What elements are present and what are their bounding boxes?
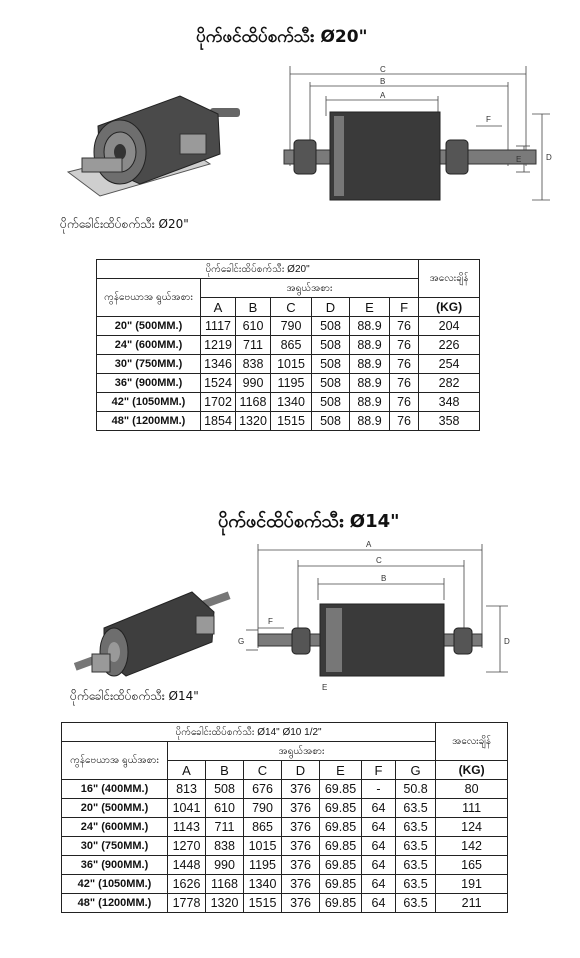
row-value-cell: 508 <box>206 780 244 799</box>
row-value-cell: 376 <box>282 799 320 818</box>
table-row <box>97 336 480 355</box>
table2-col-header: E <box>320 761 362 780</box>
table-row <box>97 374 480 393</box>
row-value-cell: 63.5 <box>396 818 436 837</box>
row-value-cell: 76 <box>390 374 419 393</box>
drawing1-label-f: F <box>486 115 491 124</box>
row-value-cell: 64 <box>362 837 396 856</box>
row-weight-cell: 204 <box>419 317 480 336</box>
row-weight-cell: 142 <box>436 837 508 856</box>
row-size-cell: 48" (1200MM.) <box>97 412 201 431</box>
table-row <box>97 393 480 412</box>
row-weight-cell: 191 <box>436 875 508 894</box>
row-value-cell: 865 <box>244 818 282 837</box>
drawing1-label-b: B <box>380 77 386 86</box>
row-value-cell: 1168 <box>206 875 244 894</box>
row-value-cell: 508 <box>312 336 350 355</box>
row-value-cell: 88.9 <box>350 412 390 431</box>
row-value-cell: 1854 <box>201 412 236 431</box>
drawing2-label-d: D <box>504 637 510 646</box>
section1-title: ပိုက်ဖင်ထိပ်စက်သီး Ø20" <box>196 27 368 47</box>
row-value-cell: 63.5 <box>396 894 436 913</box>
row-value-cell: 376 <box>282 894 320 913</box>
row-value-cell: 1195 <box>271 374 312 393</box>
row-value-cell: 1041 <box>168 799 206 818</box>
row-value-cell: 1340 <box>271 393 312 412</box>
row-value-cell: 508 <box>312 374 350 393</box>
table1-col-header: D <box>312 298 350 317</box>
row-value-cell: 1626 <box>168 875 206 894</box>
row-size-cell: 36" (900MM.) <box>97 374 201 393</box>
table1-col-header: B <box>236 298 271 317</box>
row-value-cell: 88.9 <box>350 393 390 412</box>
section2-caption: ပိုက်ခေါင်းထိပ်စက်သီး Ø14" <box>70 689 199 703</box>
row-value-cell: 990 <box>236 374 271 393</box>
table-row <box>97 412 480 431</box>
table2-col-header: F <box>362 761 396 780</box>
row-value-cell: 1270 <box>168 837 206 856</box>
row-value-cell: 69.85 <box>320 799 362 818</box>
row-value-cell: 1320 <box>236 412 271 431</box>
table1-dims-header: အရွယ်အစား <box>201 279 419 298</box>
row-size-cell: 20" (500MM.) <box>62 799 168 818</box>
row-value-cell: 88.9 <box>350 336 390 355</box>
drawing2-label-c: C <box>376 556 382 565</box>
spec-table-20 <box>96 259 480 431</box>
row-weight-cell: 254 <box>419 355 480 374</box>
row-value-cell: 376 <box>282 780 320 799</box>
pulley-20-drawing <box>280 56 560 216</box>
table1-col-header: F <box>390 298 419 317</box>
row-value-cell: 376 <box>282 818 320 837</box>
row-value-cell: 64 <box>362 799 396 818</box>
row-value-cell: 69.85 <box>320 894 362 913</box>
row-value-cell: 1320 <box>206 894 244 913</box>
table-row <box>62 894 508 913</box>
table-row <box>97 355 480 374</box>
row-size-cell: 24" (600MM.) <box>62 818 168 837</box>
row-value-cell: 838 <box>206 837 244 856</box>
pulley-14-illustration <box>74 576 234 686</box>
section2-title: ပိုက်ဖင်ထိပ်စက်သီး Ø14" <box>218 511 400 532</box>
row-value-cell: 1702 <box>201 393 236 412</box>
row-value-cell: 790 <box>271 317 312 336</box>
row-value-cell: 1778 <box>168 894 206 913</box>
row-value-cell: 1195 <box>244 856 282 875</box>
pulley-20-illustration <box>60 84 250 204</box>
row-value-cell: 50.8 <box>396 780 436 799</box>
row-value-cell: 508 <box>312 355 350 374</box>
table1-col-header: E <box>350 298 390 317</box>
row-value-cell: 610 <box>206 799 244 818</box>
row-size-cell: 24" (600MM.) <box>97 336 201 355</box>
drawing1-label-d: D <box>546 153 552 162</box>
row-value-cell: 69.85 <box>320 837 362 856</box>
row-value-cell: 76 <box>390 412 419 431</box>
row-value-cell: 88.9 <box>350 317 390 336</box>
row-size-cell: 20" (500MM.) <box>97 317 201 336</box>
row-weight-cell: 80 <box>436 780 508 799</box>
table2-col-header: C <box>244 761 282 780</box>
row-value-cell: 63.5 <box>396 837 436 856</box>
drawing2-label-f: F <box>268 617 273 626</box>
row-value-cell: 1168 <box>236 393 271 412</box>
row-value-cell: - <box>362 780 396 799</box>
table2-col-header: B <box>206 761 244 780</box>
table-row <box>62 780 508 799</box>
row-value-cell: 711 <box>206 818 244 837</box>
row-value-cell: 69.85 <box>320 780 362 799</box>
row-weight-cell: 226 <box>419 336 480 355</box>
table1-size-header: ကွန်ဗေယာအ ရွယ်အစား <box>97 279 201 317</box>
row-size-cell: 30" (750MM.) <box>62 837 168 856</box>
row-value-cell: 676 <box>244 780 282 799</box>
row-size-cell: 16" (400MM.) <box>62 780 168 799</box>
row-value-cell: 711 <box>236 336 271 355</box>
row-value-cell: 1015 <box>271 355 312 374</box>
row-value-cell: 1524 <box>201 374 236 393</box>
row-value-cell: 76 <box>390 336 419 355</box>
table-row <box>62 875 508 894</box>
table1-col-header: A <box>201 298 236 317</box>
row-value-cell: 865 <box>271 336 312 355</box>
row-value-cell: 76 <box>390 355 419 374</box>
pulley-14-drawing <box>236 536 526 696</box>
row-value-cell: 63.5 <box>396 856 436 875</box>
table2-col-header: D <box>282 761 320 780</box>
table-row <box>62 799 508 818</box>
row-value-cell: 1346 <box>201 355 236 374</box>
table-row <box>97 317 480 336</box>
row-value-cell: 1515 <box>244 894 282 913</box>
row-value-cell: 508 <box>312 412 350 431</box>
table1-title: ပိုက်ခေါင်းထိပ်စက်သီး Ø20" <box>97 260 419 279</box>
row-value-cell: 376 <box>282 837 320 856</box>
drawing2-label-g: G <box>238 637 245 646</box>
row-value-cell: 1015 <box>244 837 282 856</box>
row-weight-cell: 165 <box>436 856 508 875</box>
row-weight-cell: 124 <box>436 818 508 837</box>
row-weight-cell: 358 <box>419 412 480 431</box>
row-value-cell: 508 <box>312 317 350 336</box>
row-size-cell: 36" (900MM.) <box>62 856 168 875</box>
row-weight-cell: 111 <box>436 799 508 818</box>
table2-col-header: A <box>168 761 206 780</box>
row-size-cell: 48" (1200MM.) <box>62 894 168 913</box>
row-value-cell: 610 <box>236 317 271 336</box>
row-value-cell: 88.9 <box>350 374 390 393</box>
row-weight-cell: 348 <box>419 393 480 412</box>
row-value-cell: 376 <box>282 856 320 875</box>
row-value-cell: 1515 <box>271 412 312 431</box>
table-row <box>62 837 508 856</box>
row-value-cell: 69.85 <box>320 875 362 894</box>
row-size-cell: 42" (1050MM.) <box>62 875 168 894</box>
row-value-cell: 63.5 <box>396 875 436 894</box>
drawing1-label-e: E <box>516 155 522 164</box>
row-value-cell: 64 <box>362 875 396 894</box>
row-value-cell: 63.5 <box>396 799 436 818</box>
table2-dims-header: အရွယ်အစား <box>168 742 436 761</box>
row-value-cell: 64 <box>362 894 396 913</box>
row-value-cell: 1219 <box>201 336 236 355</box>
row-value-cell: 69.85 <box>320 818 362 837</box>
drawing2-label-e: E <box>322 683 328 692</box>
table1-weight-header: အလေးချိန် <box>419 260 480 298</box>
row-value-cell: 990 <box>206 856 244 875</box>
table1-weight-unit: (KG) <box>419 298 480 317</box>
row-value-cell: 508 <box>312 393 350 412</box>
row-value-cell: 64 <box>362 856 396 875</box>
row-value-cell: 813 <box>168 780 206 799</box>
row-value-cell: 76 <box>390 393 419 412</box>
table2-weight-header: အလေးချိန် <box>436 723 508 761</box>
table2-col-header: G <box>396 761 436 780</box>
row-value-cell: 64 <box>362 818 396 837</box>
table2-title: ပိုက်ခေါင်းထိပ်စက်သီး Ø14" Ø10 1/2" <box>62 723 436 742</box>
table2-size-header: ကွန်ဗေယာအ ရွယ်အစား <box>62 742 168 780</box>
table-row <box>62 856 508 875</box>
table2-weight-unit: (KG) <box>436 761 508 780</box>
drawing1-label-c: C <box>380 65 386 74</box>
row-weight-cell: 211 <box>436 894 508 913</box>
drawing1-label-a: A <box>380 91 386 100</box>
row-value-cell: 1448 <box>168 856 206 875</box>
row-value-cell: 838 <box>236 355 271 374</box>
table1-col-header: C <box>271 298 312 317</box>
row-weight-cell: 282 <box>419 374 480 393</box>
spec-table-14 <box>61 722 508 913</box>
row-value-cell: 1143 <box>168 818 206 837</box>
row-value-cell: 1117 <box>201 317 236 336</box>
row-value-cell: 76 <box>390 317 419 336</box>
row-size-cell: 42" (1050MM.) <box>97 393 201 412</box>
row-value-cell: 69.85 <box>320 856 362 875</box>
row-value-cell: 790 <box>244 799 282 818</box>
drawing2-label-a: A <box>366 540 372 549</box>
row-value-cell: 376 <box>282 875 320 894</box>
section1-caption: ပိုက်ခေါင်းထိပ်စက်သီး Ø20" <box>60 217 189 231</box>
row-value-cell: 88.9 <box>350 355 390 374</box>
drawing2-label-b: B <box>381 574 387 583</box>
table-row <box>62 818 508 837</box>
row-size-cell: 30" (750MM.) <box>97 355 201 374</box>
row-value-cell: 1340 <box>244 875 282 894</box>
